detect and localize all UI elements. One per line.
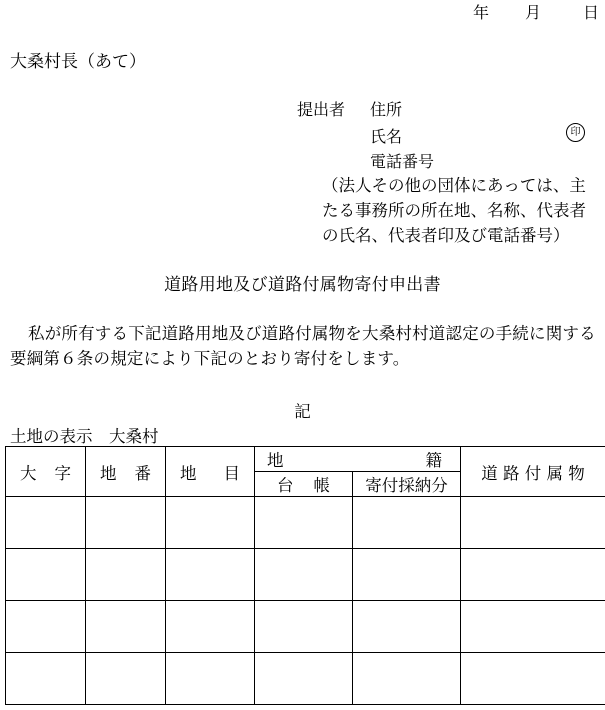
- cell-fuzokubutsu: [461, 497, 605, 549]
- submitter-label: 提出者: [297, 100, 346, 119]
- header-kifu-sainou: 寄付採納分: [353, 472, 461, 497]
- cell-oaza: [6, 653, 86, 705]
- land-display-label: 土地の表示 大桑村: [10, 427, 159, 446]
- cell-kifu: [353, 653, 461, 705]
- cell-chiban: [86, 549, 166, 601]
- body-paragraph: 私が所有する下記道路用地及び道路付属物を大桑村村道認定の手続に関する要綱第６条の規定により下記のとおり寄付をします。: [10, 324, 596, 368]
- cell-chiban: [86, 601, 166, 653]
- cell-fuzokubutsu: [461, 653, 605, 705]
- cell-chimoku: [166, 653, 255, 705]
- cell-kifu: [353, 497, 461, 549]
- addressee: 大桑村長（あて）: [10, 52, 146, 72]
- ki-heading: 記: [294, 402, 311, 421]
- tel-label: 電話番号: [370, 152, 435, 171]
- cell-daicho: [255, 601, 353, 653]
- header-oaza: 大 字: [6, 447, 86, 497]
- cell-oaza: [6, 497, 86, 549]
- address-label: 住所: [370, 100, 403, 119]
- date-month-label: 月: [525, 3, 542, 22]
- document-title: 道路用地及び道路付属物寄付申出書: [164, 275, 441, 295]
- cell-chiban: [86, 497, 166, 549]
- date-day-label: 日: [583, 3, 600, 22]
- table-header-row: [6, 447, 605, 472]
- header-chiban: 地 番: [86, 447, 166, 497]
- table-row: [6, 601, 605, 653]
- table-row: [6, 653, 605, 705]
- date-year-label: 年: [473, 3, 490, 22]
- table-row: [6, 497, 605, 549]
- name-label: 氏名: [370, 127, 403, 146]
- seal-mark: 印: [566, 123, 585, 142]
- cell-kifu: [353, 601, 461, 653]
- cell-oaza: [6, 601, 86, 653]
- cell-daicho: [255, 549, 353, 601]
- header-chiseki: 地 籍: [255, 447, 461, 472]
- header-chimoku: 地 目: [166, 447, 255, 497]
- cell-kifu: [353, 549, 461, 601]
- land-table: [5, 446, 605, 705]
- cell-fuzokubutsu: [461, 601, 605, 653]
- header-fuzokubutsu: 道 路 付 属 物: [461, 447, 605, 497]
- cell-chimoku: [166, 549, 255, 601]
- cell-daicho: [255, 497, 353, 549]
- cell-chimoku: [166, 497, 255, 549]
- cell-chiban: [86, 653, 166, 705]
- header-daicho: 台 帳: [255, 472, 353, 497]
- cell-oaza: [6, 549, 86, 601]
- cell-daicho: [255, 653, 353, 705]
- cell-fuzokubutsu: [461, 549, 605, 601]
- table-row: [6, 549, 605, 601]
- corporation-note: （法人その他の団体にあっては、主たる事務所の所在地、名称、代表者の氏名、代表者印及び電話番号）: [322, 176, 586, 245]
- cell-chimoku: [166, 601, 255, 653]
